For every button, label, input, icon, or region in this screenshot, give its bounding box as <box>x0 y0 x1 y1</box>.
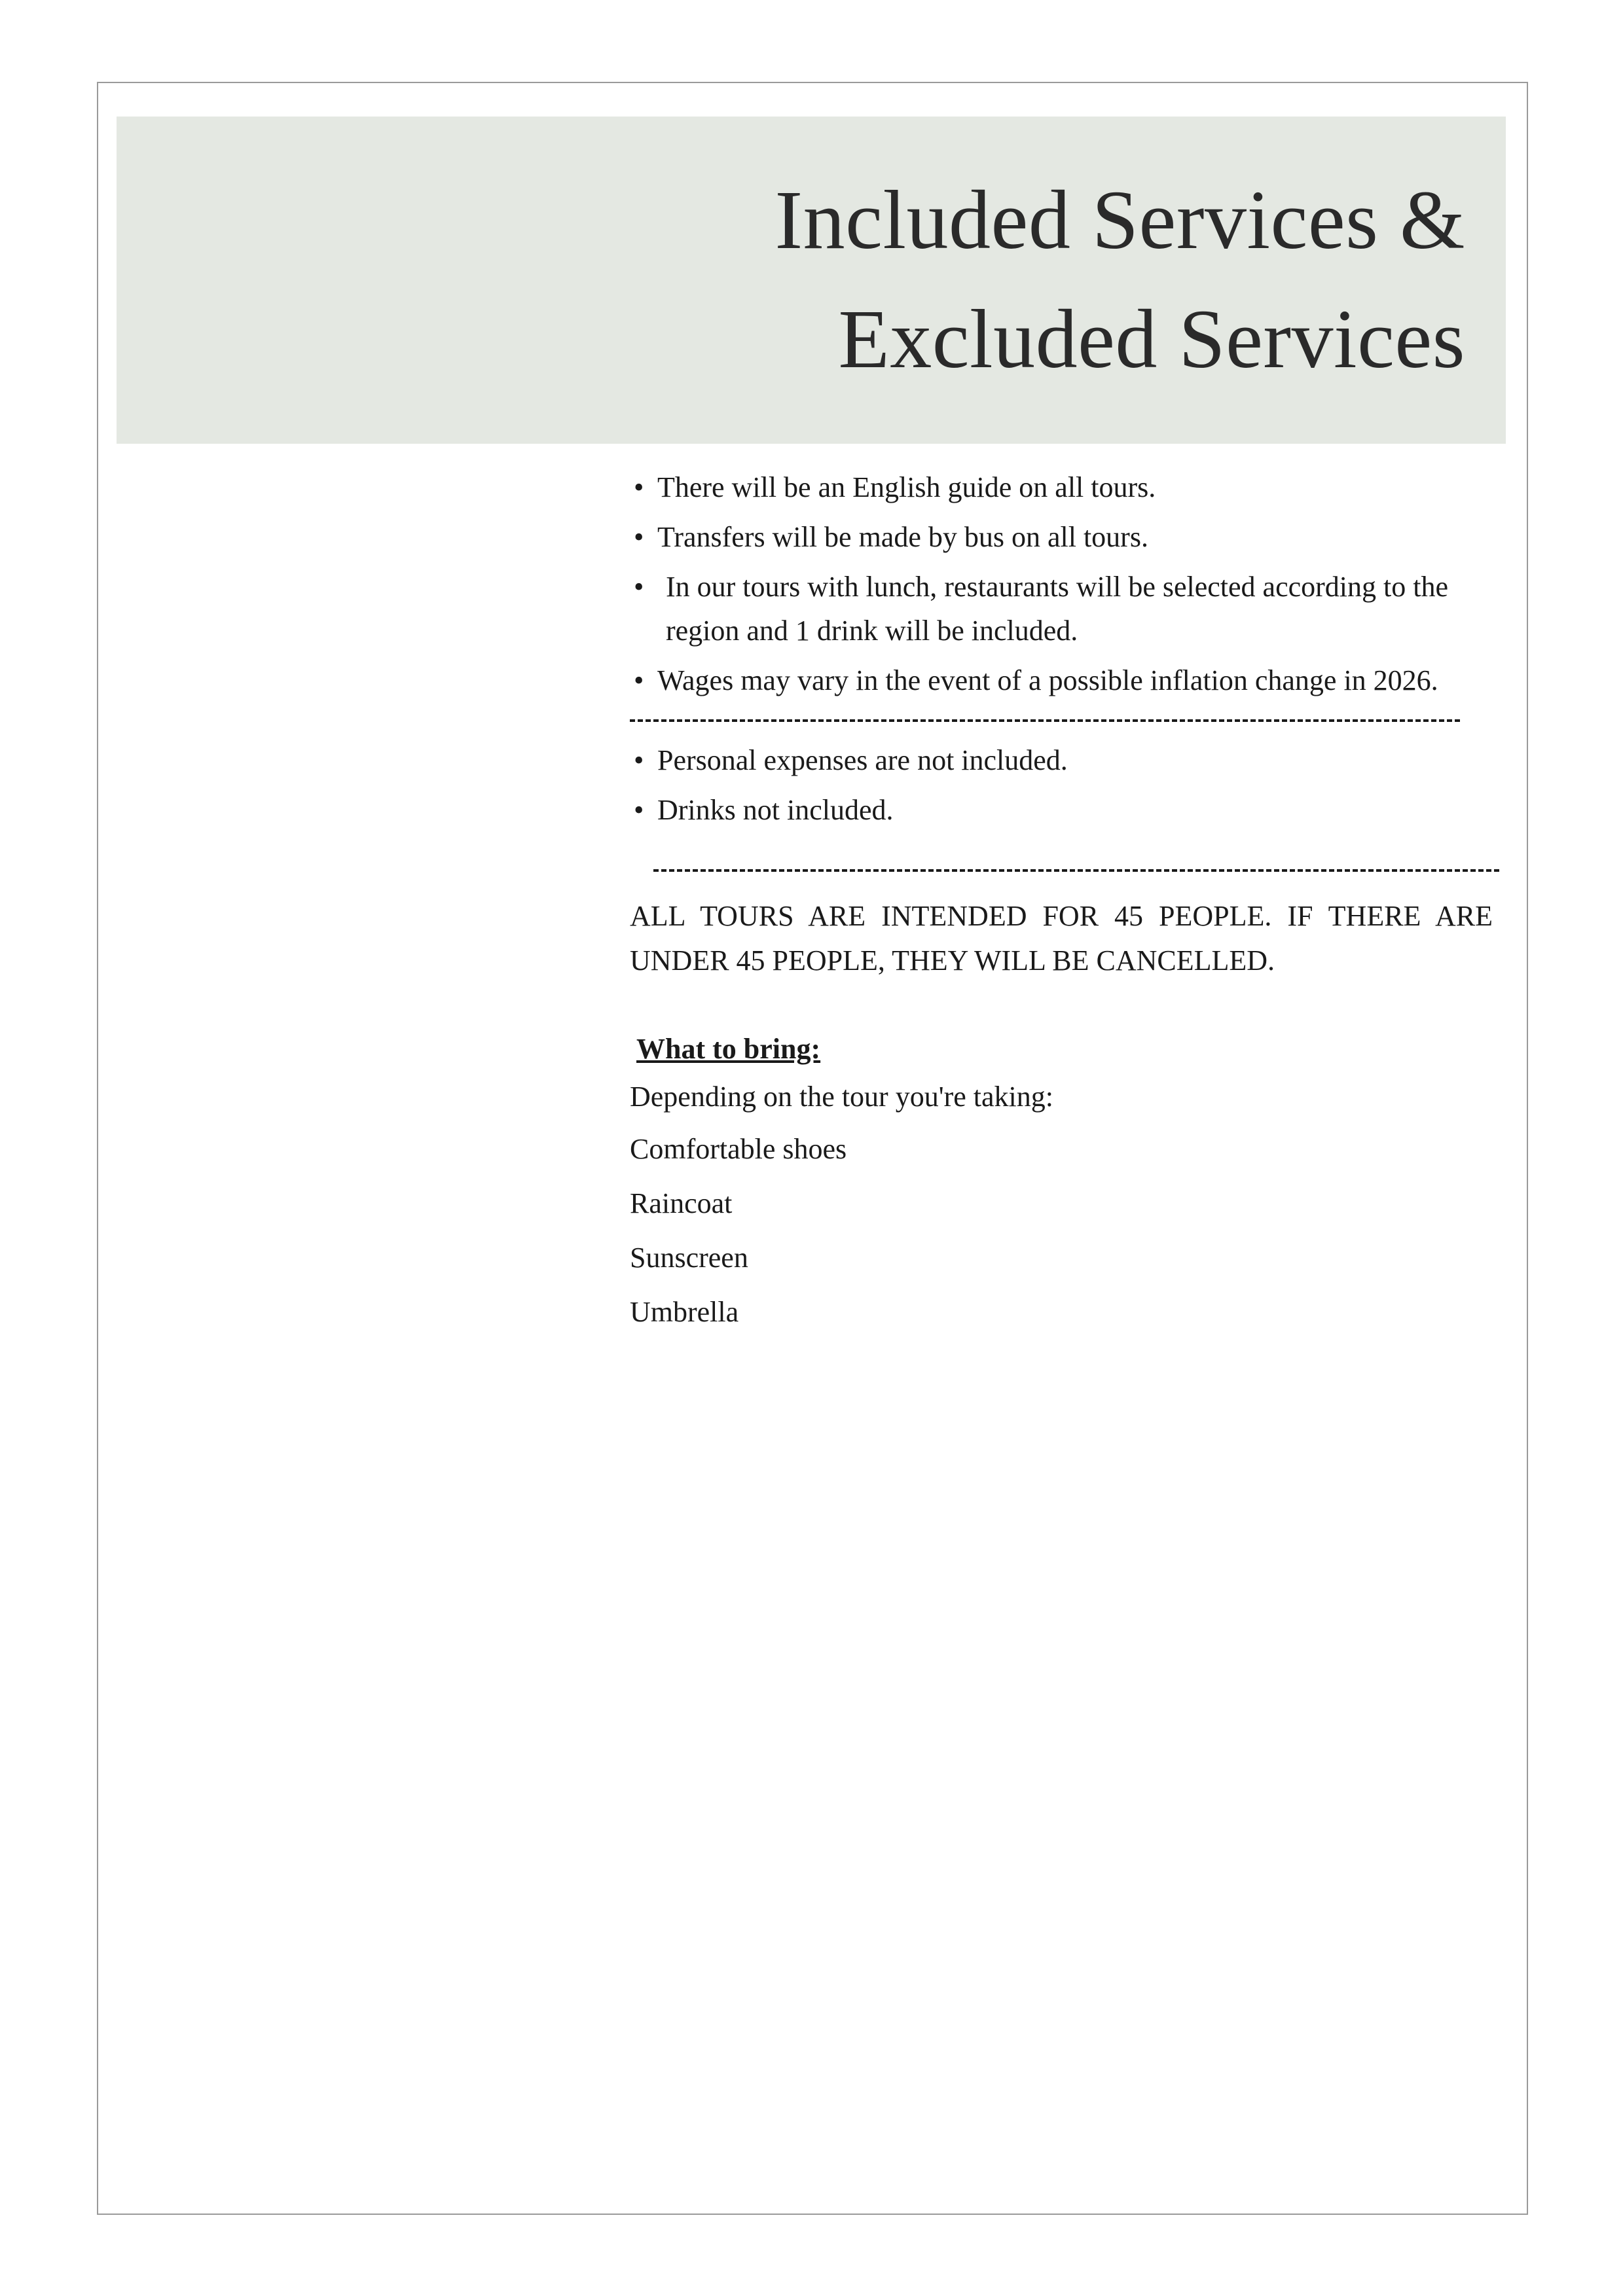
bring-item-2: Raincoat <box>630 1187 733 1219</box>
page-title-line-1: Included Services & <box>775 173 1465 267</box>
included-services-list <box>630 466 1501 702</box>
bring-item-3: Sunscreen <box>630 1242 748 1274</box>
bring-item-1: Comfortable shoes <box>630 1132 847 1165</box>
spacer <box>630 984 1501 1032</box>
bring-item-4: Umbrella <box>630 1296 739 1329</box>
page-title-line-2: Excluded Services <box>838 293 1465 386</box>
document-body <box>630 466 1501 1344</box>
list-item-text: Drinks not included. <box>657 794 894 827</box>
list-item <box>630 466 1501 510</box>
what-to-bring-intro: Depending on the tour you're taking: <box>630 1080 1054 1113</box>
what-to-bring-heading: What to bring: <box>636 1032 821 1065</box>
list-item <box>630 659 1501 703</box>
capacity-notice: ALL TOURS ARE INTENDED FOR 45 PEOPLE. IF THERE ARE UNDER 45 PEOPLE, THEY WILL BE CANCELLED. <box>630 900 1493 977</box>
bullet-icon: • <box>634 794 644 827</box>
bullet-icon: • <box>634 520 644 553</box>
list-item-text: Personal expenses are not included. <box>657 744 1068 777</box>
list-item-text: Wages may vary in the event of a possible inflation change in 2026. <box>657 664 1438 696</box>
list-item <box>630 516 1501 560</box>
bullet-icon: • <box>634 664 644 696</box>
list-item-text: There will be an English guide on all tours. <box>657 471 1156 503</box>
bullet-icon: • <box>634 744 644 777</box>
list-item-text: In our tours with lunch, restaurants will be selected according to the region and 1 drink will be included. <box>666 570 1448 647</box>
list-item <box>630 789 1501 833</box>
bullet-icon: • <box>634 471 644 503</box>
section-divider-1 <box>630 719 1460 722</box>
bullet-icon: • <box>634 570 644 603</box>
list-item <box>630 565 1501 653</box>
list-item-text: Transfers will be made by bus on all tours. <box>657 520 1148 553</box>
title-banner <box>117 117 1506 444</box>
list-item <box>630 739 1501 783</box>
section-divider-2 <box>653 869 1499 872</box>
excluded-services-list <box>630 739 1501 833</box>
